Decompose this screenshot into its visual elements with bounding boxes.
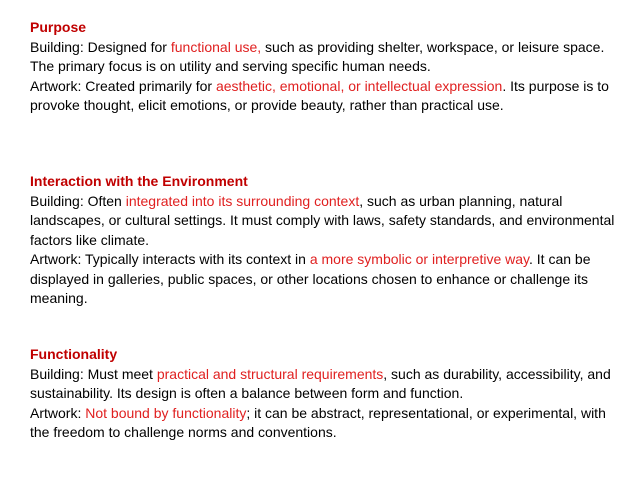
section-heading: Functionality [30,346,118,362]
paragraph-text: , such as urban planning, natural landscapes, or cultural settings. It must comply with laws, safety standards, and environmental factors like climate. [30,192,615,248]
highlighted-phrase: practical and structural requirements [156,365,384,382]
paragraph-text: ; it can be abstract, representational, or experimental, with the freedom to challenge norms and conventions. [30,404,606,440]
artwork-paragraph [30,250,620,309]
paragraph-text: Building: Must meet [30,365,157,382]
section-purpose [30,18,620,116]
highlighted-phrase: Not bound by functionality [85,404,247,421]
paragraph-text: Building: Designed for [30,38,171,55]
building-paragraph [30,365,620,404]
section-heading: Purpose [30,19,87,35]
artwork-paragraph [30,77,620,116]
highlighted-phrase: aesthetic, emotional, or intellectual expression [215,77,503,94]
paragraph-text: . Its purpose is to provoke thought, elicit emotions, or provide beauty, rather than practical use. [30,77,609,113]
paragraph-text: Artwork: Created primarily for [30,77,216,94]
section-interaction-with-environment [30,172,620,309]
highlighted-phrase: functional use, [170,38,262,55]
building-paragraph [30,38,620,77]
highlighted-phrase: a more symbolic or interpretive way [309,251,529,267]
section-heading: Interaction with the Environment [30,173,248,189]
paragraph-text: , such as durability, accessibility, and sustainability. Its design is often a balance between form and function. [30,365,611,401]
building-paragraph [30,192,620,251]
paragraph-text: Building: Often [30,192,126,209]
paragraph-text: such as providing shelter, workspace, or leisure space. The primary focus is on utility and serving specific human needs. [30,38,605,74]
artwork-paragraph [30,404,620,443]
section-functionality [30,345,620,443]
paragraph-text: Artwork: Typically interacts with its context in [30,251,310,267]
paragraph-text: . It can be displayed in galleries, public spaces, or other locations chosen to enhance or challenge its meaning. [30,251,591,306]
highlighted-phrase: integrated into its surrounding context [125,192,360,209]
paragraph-text: Artwork: [30,404,86,421]
